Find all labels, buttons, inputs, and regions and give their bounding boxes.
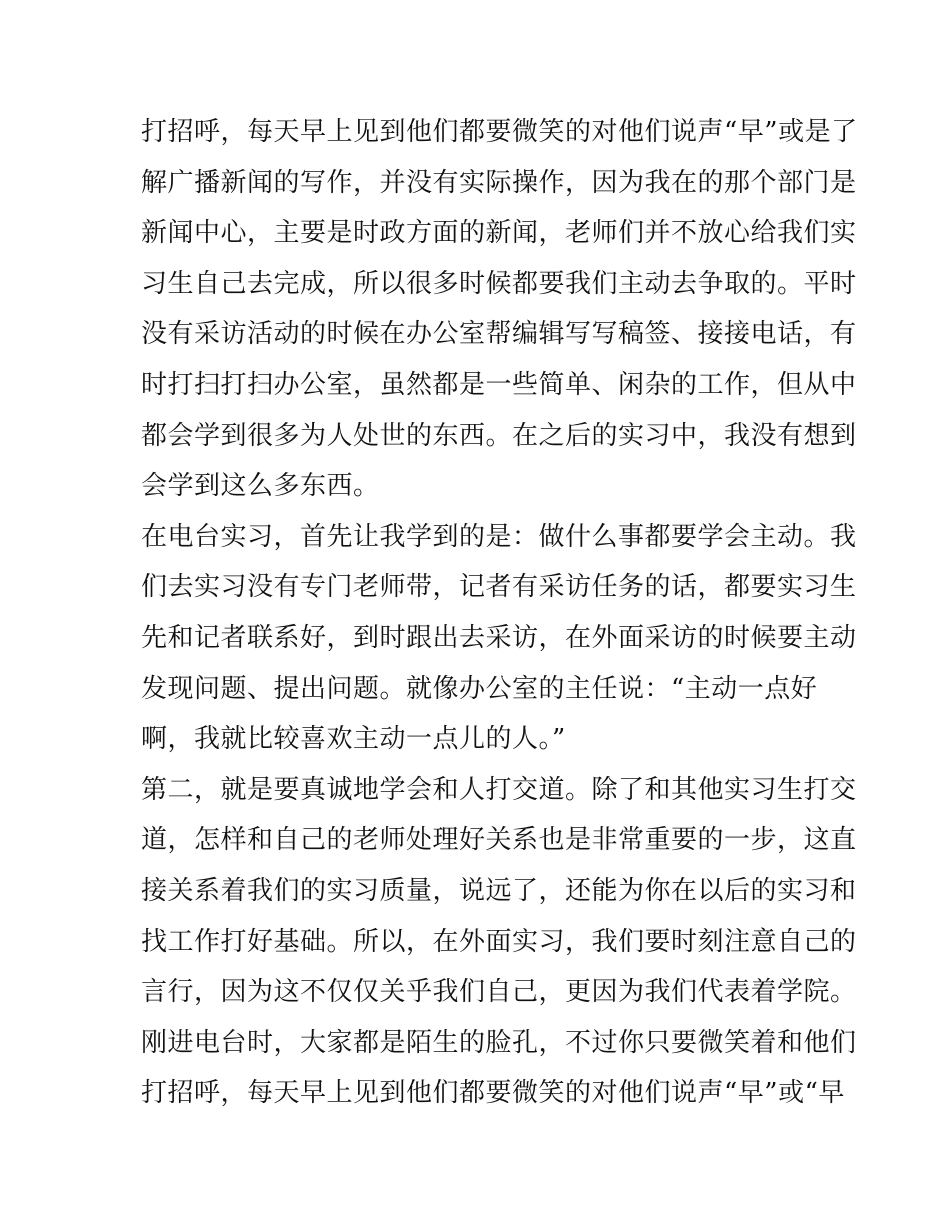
text-line: 先和记者联系好，到时跟出去采访，在外面采访的时候要主动	[141, 622, 857, 653]
text-line: 会学到这么多东西。	[141, 471, 380, 502]
text-line: 打招呼，每天早上见到他们都要微笑的对他们说声“早”或是了	[141, 117, 858, 147]
text-line: 时打扫打扫办公室，虽然都是一些简单、闲杂的工作，但从中	[141, 369, 857, 400]
body-text	[141, 107, 858, 1119]
text-line: 解广播新闻的写作，并没有实际操作，因为我在的那个部门是	[141, 167, 857, 198]
text-line: 们去实习没有专门老师带，记者有采访任务的话，都要实习生	[141, 572, 857, 603]
text-line: 道，怎样和自己的老师处理好关系也是非常重要的一步，这直	[141, 825, 857, 856]
text-line: 啊，我就比较喜欢主动一点儿的人。”	[141, 724, 566, 755]
text-line: 发现问题、提出问题。就像办公室的主任说：“主动一点好	[141, 673, 818, 704]
text-line: 没有采访活动的时候在办公室帮编辑写写稿签、接接电话，有	[141, 319, 857, 350]
text-line: 刚进电台时，大家都是陌生的脸孔，不过你只要微笑着和他们	[141, 1027, 857, 1058]
text-line: 在电台实习，首先让我学到的是：做什么事都要学会主动。我	[141, 521, 857, 552]
text-line: 新闻中心，主要是时政方面的新闻，老师们并不放心给我们实	[141, 218, 857, 249]
text-line: 第二，就是要真诚地学会和人打交道。除了和其他实习生打交	[141, 774, 857, 805]
text-line: 接关系着我们的实习质量，说远了，还能为你在以后的实习和	[141, 875, 857, 906]
text-line: 找工作打好基础。所以，在外面实习，我们要时刻注意自己的	[141, 926, 857, 957]
text-line: 都会学到很多为人处世的东西。在之后的实习中，我没有想到	[141, 420, 857, 451]
text-line: 习生自己去完成，所以很多时候都要我们主动去争取的。平时	[141, 268, 857, 299]
text-line: 打招呼，每天早上见到他们都要微笑的对他们说声“早”或“早	[141, 1078, 845, 1109]
text-line: 言行，因为这不仅仅关乎我们自己，更因为我们代表着学院。	[141, 977, 857, 1008]
